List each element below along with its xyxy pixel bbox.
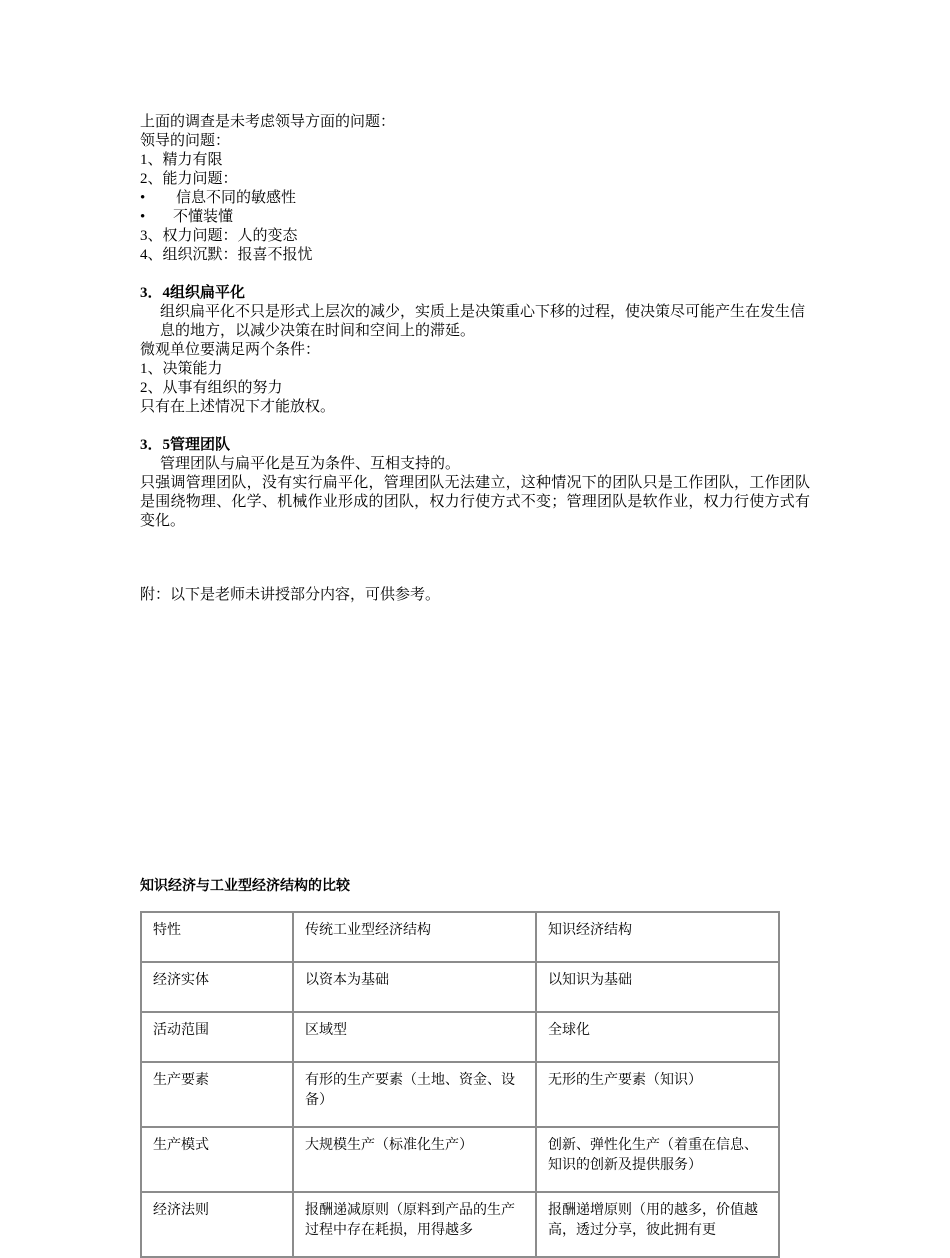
table-cell: 报酬递减原则（原料到产品的生产过程中存在耗损，用得越多 <box>293 1192 536 1257</box>
table-cell: 活动范围 <box>141 1012 293 1062</box>
header-cell: 知识经济结构 <box>536 912 779 962</box>
issue-3: 3、权力问题：人的变态 <box>140 228 298 244</box>
table-cell: 大规模生产（标准化生产） <box>293 1127 536 1192</box>
micro-conditions-label: 微观单位要满足两个条件： <box>140 342 321 358</box>
table-cell: 区域型 <box>293 1012 536 1062</box>
bullet-item <box>140 189 810 208</box>
issue-1: 1、精力有限 <box>140 152 223 168</box>
table-row <box>141 1012 779 1062</box>
condition-2: 2、从事有组织的努力 <box>140 380 283 396</box>
section-3-5-heading: 3．5管理团队 <box>140 437 231 453</box>
document-body <box>140 113 810 605</box>
condition-1: 1、决策能力 <box>140 361 223 377</box>
comparison-table <box>140 911 780 1258</box>
bullet-text: 信息不同的敏感性 <box>176 190 297 206</box>
section-3-4-paragraph: 组织扁平化不只是形式上层次的减少，实质上是决策重心下移的过程，使决策尽可能产生在发生信息的地方，以减少决策在时间和空间上的滞延。 <box>160 304 806 339</box>
table-cell: 经济法则 <box>141 1192 293 1257</box>
leader-issues-label: 领导的问题： <box>140 133 231 149</box>
table-cell: 经济实体 <box>141 962 293 1012</box>
table-cell: 无形的生产要素（知识） <box>536 1062 779 1127</box>
table-row <box>141 1192 779 1257</box>
table-cell: 全球化 <box>536 1012 779 1062</box>
table-cell: 以知识为基础 <box>536 962 779 1012</box>
header-cell: 特性 <box>141 912 293 962</box>
bullet-dot: • <box>140 209 146 225</box>
section-3-5-first-line: 管理团队与扁平化是互为条件、互相支持的。 <box>160 456 461 472</box>
table-row <box>141 1127 779 1192</box>
intro-line: 上面的调查是未考虑领导方面的问题： <box>140 114 396 130</box>
table-cell: 报酬递增原则（用的越多，价值越高，透过分享，彼此拥有更 <box>536 1192 779 1257</box>
table-cell: 生产模式 <box>141 1127 293 1192</box>
bullet-item <box>140 208 810 227</box>
table-header-row <box>141 912 779 962</box>
bullet-text: 不懂装懂 <box>173 209 234 225</box>
issue-2: 2、能力问题： <box>140 171 238 187</box>
section-3-4-heading: 3．4组织扁平化 <box>140 285 246 301</box>
table-cell: 生产要素 <box>141 1062 293 1127</box>
only-then-line: 只有在上述情况下才能放权。 <box>140 399 336 415</box>
section-3-5-paragraph: 只强调管理团队，没有实行扁平化，管理团队无法建立，这种情况下的团队只是工作团队，工作团队是围绕物理、化学、机械作业形成的团队，权力行使方式不变；管理团队是软作业，权力行使方式有变化。 <box>140 475 810 529</box>
table-cell: 以资本为基础 <box>293 962 536 1012</box>
header-cell: 传统工业型经济结构 <box>293 912 536 962</box>
table-cell: 创新、弹性化生产（着重在信息、知识的创新及提供服务） <box>536 1127 779 1192</box>
table-row <box>141 1062 779 1127</box>
table-row <box>141 962 779 1012</box>
issue-4: 4、组织沉默：报喜不报忧 <box>140 247 313 263</box>
bullet-dot: • <box>140 190 146 206</box>
table-title: 知识经济与工业型经济结构的比较 <box>140 878 350 894</box>
table-cell: 有形的生产要素（土地、资金、设备） <box>293 1062 536 1127</box>
appendix-note: 附：以下是老师未讲授部分内容，可供参考。 <box>140 587 441 603</box>
